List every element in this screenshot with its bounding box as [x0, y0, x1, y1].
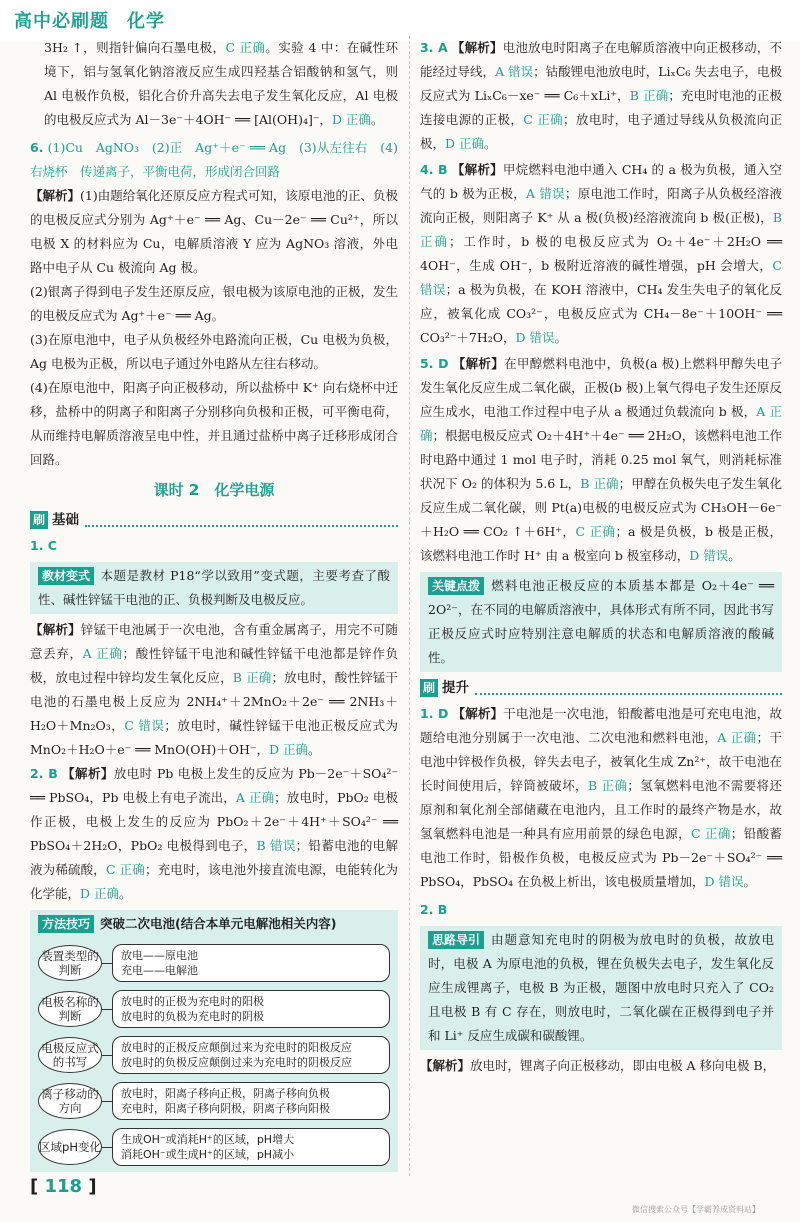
key-point-box: 关键点拨 燃料电池正极反应的本质基本都是 O₂＋4e⁻ ══ 2O²⁻，在不同的电解质溶液中，具体形式有所不同，因此书写正极反应式时应特别注意电解质的状态和电解质溶液的酸碱性。	[420, 572, 782, 672]
q6-answer: 6. (1)Cu AgNO₃ (2)正 Ag⁺＋e⁻ ══ Ag (3)从左往右 (4)右烧杯 传递离子，平衡电荷，形成闭合回路	[30, 140, 398, 179]
method-row-oval: 离子移动的方向	[38, 1083, 102, 1119]
method-row	[38, 1128, 390, 1166]
method-row-oval: 区域pH变化	[38, 1129, 102, 1165]
section-advanced-tag: 刷	[420, 679, 438, 697]
method-row-oval: 电极名称的判断	[38, 991, 102, 1027]
method-row-content: 放电时的正极反应颠倒过来为充电时的阳极反应 放电时的负极反应颠倒过来为充电时的阴极反应	[112, 1036, 390, 1074]
method-row-content: 放电时，阳离子移向正极，阴离子移向负极 充电时，阳离子移向阴极，阴离子移向阳极	[112, 1082, 390, 1120]
method-row	[38, 990, 390, 1028]
method-row	[38, 1036, 390, 1074]
q6-analysis-1: 【解析】(1)由题给氧化还原反应方程式可知，该原电池的正、负极的电极反应式分别为 Ag⁺＋e⁻ ══ Ag、Cu－2e⁻ ══ Cu²⁺，所以电极 X 的材料应为 Cu，电解质溶液 Y 应为 AgNO₃ 溶液，外电路中电子从 Cu 极流向 Ag 极。	[30, 188, 398, 275]
method-row	[38, 1082, 390, 1120]
textbook-variant-badge: 教材变式	[38, 567, 94, 585]
method-row-content: 生成OH⁻或消耗H⁺的区域，pH增大 消耗OH⁻或生成H⁺的区域，pH减小	[112, 1128, 390, 1166]
method-row-content: 放电——原电池 充电——电解池	[112, 944, 390, 982]
left-column	[30, 36, 398, 1172]
page-header	[14, 10, 165, 36]
footer-watermark: 微信搜索公众号【学霸养成资料站】	[632, 1205, 760, 1214]
section-basic-label: 基础	[52, 512, 80, 528]
q6-analysis-3: (3)在原电池中，电子从负极经外电路流向正极，Cu 电极为负极，Ag 电极为正极，所以电子通过外电路从左往右移动。	[30, 332, 398, 371]
lesson-title: 课时 2 化学电源	[153, 481, 275, 499]
subject-title: 化学	[127, 11, 165, 32]
thinking-guide-badge: 思路导引	[428, 931, 484, 949]
section-basic-dots	[85, 513, 398, 527]
method-row	[38, 944, 390, 982]
section-advanced-label: 提升	[442, 680, 470, 696]
method-tips-box	[30, 910, 398, 1172]
section-basic-tag: 刷	[30, 511, 48, 529]
method-row-oval: 装置类型的判断	[38, 945, 102, 981]
answer-4-analysis: 4. B 【解析】甲烷燃料电池中通入 CH₄ 的 a 极为负极，通入空气的 b 极为正极，A 错误；原电池工作时，阳离子从负极经溶液流向正极，则阳离子 K⁺ 从 a 极(负极)经溶液流向 b 极(正极)，B 正确；工作时，b 极的电极反应式为 O₂＋4e⁻＋2H₂O ══ 4OH⁻，生成 OH⁻，b 极附近溶液的碱性增强，pH 会增大，C 错误；a 极为负极，在 KOH 溶液中，CH₄ 发生失电子的氧化反应，被氧化成 CO₃²⁻，电极反应式为 CH₄－8e⁻＋10OH⁻ ══ CO₃²⁻＋7H₂O，D 错误。	[420, 162, 782, 345]
answer-1-analysis: 【解析】锌锰干电池属于一次电池，含有重金属离子，用完不可随意丢弃，A 正确；酸性锌锰干电池和碱性锌锰干电池都是锌作负极，放电过程中锌均发生氧化反应，B 正确；放电时，酸性锌锰干电池的石墨电极上反应为 2NH₄⁺＋2MnO₂＋2e⁻ ══ 2NH₃＋H₂O＋Mn₂O₃，C 错误；放电时，碱性锌锰干电池正极反应式为 MnO₂＋H₂O＋e⁻ ══ MnO(OH)＋OH⁻，D 正确。	[30, 622, 398, 757]
method-tips-badge: 方法技巧	[38, 915, 94, 933]
answer-2-analysis: 2. B 【解析】放电时 Pb 电极上发生的反应为 Pb－2e⁻＋SO₄²⁻ ══ PbSO₄，Pb 电极上有电子流出，A 正确；放电时，PbO₂ 电极作正极，电极上发生的反应为 PbO₂＋2e⁻＋4H⁺＋SO₄²⁻ ══ PbSO₄＋2H₂O，PbO₂ 电极得到电子，B 错误；铅蓄电池的电解液为稀硫酸，C 正确；充电时，该电池外接直流电源，电能转化为化学能，D 正确。	[30, 766, 398, 901]
advanced-2-analysis: 【解析】放电时，锂离子向正极移动，即由电极 A 移向电极 B，	[420, 1058, 776, 1073]
page-number: [ 118 ]	[30, 1176, 97, 1197]
q5-continuation: 3H₂ ↑，则指针偏向石墨电极，C 正确。实验 4 中：在碱性环境下，铝与氢氧化钠溶液反应生成四羟基合铝酸钠和氢气，则 Al 电极作负极，铝化合价升高失去电子发生氧化反应，Al 电极的电极反应式为 Al－3e⁻＋4OH⁻ ══ [Al(OH)₄]⁻，D 正确。	[44, 40, 399, 127]
section-basic	[30, 508, 398, 532]
right-column	[420, 36, 782, 1078]
key-point-badge: 关键点拨	[428, 577, 484, 595]
method-row-oval: 电极反应式的书写	[38, 1037, 102, 1073]
advanced-2: 2. B	[420, 902, 448, 917]
answer-1: 1. C	[30, 538, 57, 553]
section-advanced-dots	[475, 681, 782, 695]
column-divider	[409, 36, 410, 1176]
textbook-variant-box: 教材变式 本题是教材 P18“学以致用”变式题，主要考查了酸性、碱性锌锰干电池的正、负极判断及电极反应。	[30, 562, 398, 614]
book-title: 高中必刷题	[14, 11, 109, 32]
thinking-guide-box: 思路导引 由题意知充电时的阴极为放电时的负极，故放电时，电极 A 为原电池的负极，锂在负极失去电子，发生氧化反应生成锂离子，电极 B 为正极，题图中放电时只充入了 CO₂ 且电极 B 有 C 存在，则放电时，二氧化碳在正极得到电子并和 Li⁺ 反应生成碳和碳酸锂。	[420, 926, 782, 1050]
advanced-1-analysis: 1. D 【解析】干电池是一次电池，铅酸蓄电池是可充电电池，故题给电池分别属于一次电池、二次电池和燃料电池，A 正确；干电池中锌极作负极，锌失去电子，被氧化生成 Zn²⁺，故干电池在长时间使用后，锌筒被破坏，B 正确；氢氧燃料电池不需要将还原剂和氧化剂全部储藏在电池内，且工作时的最终产物是水，故氢氧燃料电池是一种具有应用前景的绿色电源，C 正确；铅酸蓄电池工作时，铅极作负极，电极反应式为 Pb－2e⁻＋SO₄²⁻ ══ PbSO₄，PbSO₄ 在负极上析出，该电极质量增加，D 错误。	[420, 706, 782, 889]
method-tips-title: 突破二次电池(结合本单元电解池相关内容)	[100, 916, 337, 931]
answer-5-analysis: 5. D 【解析】在甲醇燃料电池中，负极(a 极)上燃料甲醇失电子发生氧化反应生成二氧化碳，正极(b 极)上氧气得电子发生还原反应生成水，电池工作过程中电子从 a 极通过负载流向 b 极，A 正确；根据电极反应式 O₂＋4H⁺＋4e⁻ ══ 2H₂O，该燃料电池工作时电路中通过 1 mol 电子时，消耗 0.25 mol 氧气，则消耗标准状况下 O₂ 的体积为 5.6 L，B 正确；甲醇在负极失电子发生氧化反应生成二氧化碳，则 Pt(a)电极的电极反应式为 CH₃OH－6e⁻＋H₂O ══ CO₂ ↑＋6H⁺，C 正确；a 极是负极，b 极是正极，该燃料电池工作时 H⁺ 由 a 极室向 b 极室移动，D 错误。	[420, 356, 782, 563]
section-advanced	[420, 676, 782, 700]
answer-3-analysis: 3. A 【解析】电池放电时阳离子在电解质溶液中向正极移动，不能经过导线，A 错误；钴酸锂电池放电时，LiₓC₆ 失去电子，电极反应式为 LiₓC₆－xe⁻ ══ C₆＋xLi⁺，B 正确；充电时电池的正极连接电源的正极，C 正确；放电时，电子通过导线从负极流向正极，D 正确。	[420, 40, 782, 151]
q6-analysis-2: (2)银离子得到电子发生还原反应，银电极为该原电池的正极，发生的电极反应式为 Ag⁺＋e⁻ ══ Ag。	[30, 284, 398, 323]
q6-analysis-4: (4)在原电池中，阳离子向正极移动，所以盐桥中 K⁺ 向右烧杯中迁移，盐桥中的阴离子和阳离子分别移向负极和正极，可平衡电荷，从而维持电解质溶液呈电中性，并且通过盐桥中离子迁移形成闭合回路。	[30, 380, 398, 467]
method-row-content: 放电时的正极为充电时的阳极 放电时的负极为充电时的阴极	[112, 990, 390, 1028]
